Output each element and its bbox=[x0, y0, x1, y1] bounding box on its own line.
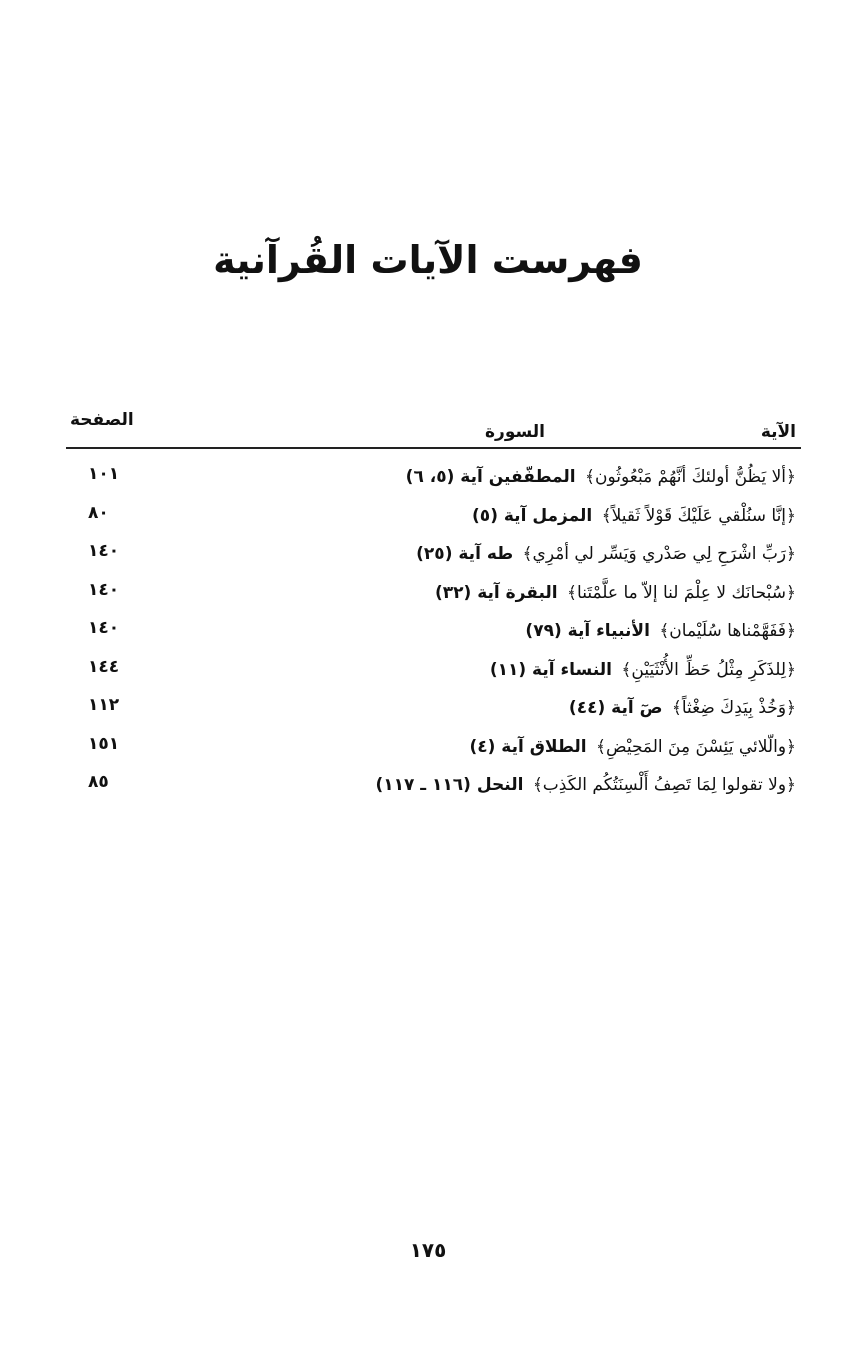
surah-reference: المزمل آية (٥) bbox=[472, 505, 593, 526]
page-title: فهرست الآيات القُرآنية bbox=[213, 238, 643, 282]
page-ref: ١٤٠ bbox=[88, 618, 120, 638]
table-row bbox=[60, 691, 796, 730]
verse-text: ﴿فَفَهَّمْناها سُلَيْمان﴾ bbox=[659, 621, 796, 641]
page-number: ١٧٥ bbox=[409, 1238, 447, 1262]
table-row bbox=[60, 499, 796, 538]
verse-text: ﴿إنَّا سنُلْقي عَلَيْكَ قَوْلاً ثَقيلاً﴾ bbox=[601, 505, 796, 526]
table-row bbox=[60, 537, 796, 576]
surah-reference: صٓ آية (٤٤) bbox=[568, 698, 663, 718]
page-ref: ١١٢ bbox=[88, 695, 120, 715]
page-ref: ٨٠ bbox=[88, 502, 109, 523]
verse-text: ﴿لِلذَكَرِ مِثْلُ حَظِّ الأُنْثَيَيْنِ﴾ bbox=[621, 659, 796, 680]
verse-text: ﴿وَخُذْ بِيَدِكَ ضِغْثاً﴾ bbox=[671, 698, 796, 718]
surah-reference: الأنبياء آية (٧٩) bbox=[525, 621, 650, 641]
verse-text: ﴿رَبِّ اشْرَحِ لِي صَدْري وَيَسِّر لي أمْرِي﴾ bbox=[522, 544, 796, 564]
header-surah: السورة bbox=[485, 422, 545, 442]
page-ref: ١٤٤ bbox=[88, 656, 120, 677]
table-row bbox=[60, 768, 796, 807]
table-row bbox=[60, 614, 796, 653]
surah-reference: النساء آية (١١) bbox=[489, 659, 613, 680]
table-row bbox=[60, 576, 796, 615]
header-divider bbox=[66, 447, 801, 449]
verse-text: ﴿ألا يَظُنُّ أولئكَ أنَّهُمْ مَبْعُوثُون﴾ bbox=[585, 467, 796, 487]
surah-reference: البقرة آية (٣٢) bbox=[434, 582, 558, 603]
page-ref: ٨٥ bbox=[88, 772, 109, 792]
verse-text: ﴿سُبْحانَك لا عِلْمَ لنا إلاّ ما علَّمْتَنا﴾ bbox=[567, 582, 796, 603]
surah-reference: النحل (١١٦ ـ ١١٧) bbox=[375, 775, 524, 795]
page-ref: ١٥١ bbox=[88, 733, 120, 754]
surah-reference: الطلاق آية (٤) bbox=[469, 736, 587, 757]
index-table bbox=[60, 460, 796, 807]
surah-reference: طه آية (٢٥) bbox=[416, 544, 514, 564]
page-ref: ١٤٠ bbox=[88, 541, 120, 561]
header-page: الصفحة bbox=[70, 410, 134, 430]
table-row bbox=[60, 653, 796, 692]
header-verse: الآية bbox=[760, 422, 796, 442]
verse-text: ﴿والّلائي يَئِسْنَ مِنَ المَحِيْضِ﴾ bbox=[596, 736, 796, 757]
table-row bbox=[60, 730, 796, 769]
surah-reference: المطفّفين آية (٥، ٦) bbox=[405, 467, 576, 487]
page-ref: ١٤٠ bbox=[88, 579, 120, 600]
verse-text: ﴿ولا تقولوا لِمَا تَصِفُ أَلْسِنَتُكُم الكَذِب﴾ bbox=[532, 775, 796, 795]
page-ref: ١٠١ bbox=[88, 464, 120, 484]
table-row bbox=[60, 460, 796, 499]
